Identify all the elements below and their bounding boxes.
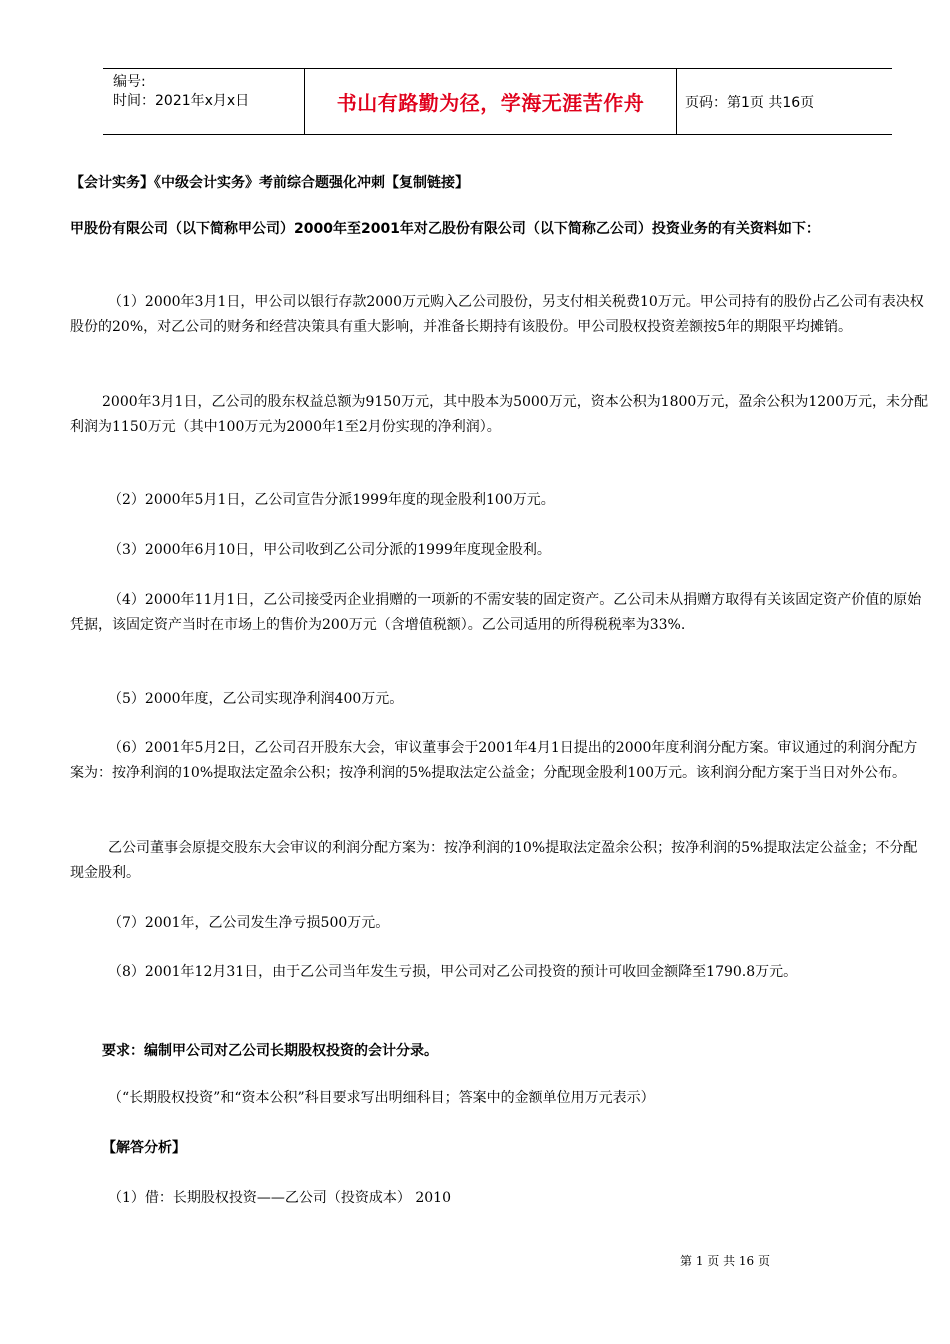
motto-text: 书山有路勤为径，学海无涯苦作舟 bbox=[336, 91, 645, 115]
item-7: （7）2001年，乙公司发生净亏损500万元。 bbox=[108, 915, 390, 931]
item-2: （2）2000年5月1日，乙公司宣告分派1999年度的现金股利100万元。 bbox=[108, 492, 555, 508]
analysis-heading: 【解答分析】 bbox=[102, 1140, 186, 1156]
item-1-note: 2000年3月1日，乙公司的股东权益总额为9150万元，其中股本为5000万元，资本公积为1800万元，盈余公积为1200万元，未分配利润为1150万元（其中100万元为2000年1至2月份实现的净利润）。 bbox=[70, 394, 928, 435]
intro-paragraph: 甲股份有限公司（以下简称甲公司）2000年至2001年对乙股份有限公司（以下简称乙公司）投资业务的有关资料如下： bbox=[70, 221, 820, 237]
item-3: （3）2000年6月10日，甲公司收到乙公司分派的1999年度现金股利。 bbox=[108, 542, 551, 558]
item-8: （8）2001年12月31日，由于乙公司当年发生亏损，甲公司对乙公司投资的预计可收回金额降至1790.8万元。 bbox=[108, 964, 798, 980]
header-page-info bbox=[677, 69, 892, 134]
serial-label: 编号: bbox=[113, 74, 146, 90]
header-motto-cell bbox=[304, 69, 677, 134]
document-title: 【会计实务】《中级会计实务》考前综合题强化冲刺【复制链接】 bbox=[70, 175, 469, 191]
item-1: （1）2000年3月1日，甲公司以银行存款2000万元购入乙公司股份，另支付相关税费10万元。甲公司持有的股份占乙公司有表决权股份的20%，对乙公司的财务和经营决策具有重大影响，并准备长期持有该股份。甲公司股权投资差额按5年的期限平均摊销。 bbox=[70, 294, 924, 335]
header-table bbox=[103, 68, 892, 135]
item-5: （5）2000年度，乙公司实现净利润400万元。 bbox=[108, 691, 404, 707]
page-info-text: 页码：第1页 共16页 bbox=[685, 94, 815, 111]
note-text: （“长期股权投资”和“资本公积”科目要求写出明细科目；答案中的金额单位用万元表示） bbox=[108, 1090, 655, 1106]
requirement-text: 要求：编制甲公司对乙公司长期股权投资的会计分录。 bbox=[102, 1043, 438, 1059]
time-label: 时间：2021年x月x日 bbox=[113, 93, 250, 109]
item-6-note: 乙公司董事会原提交股东大会审议的利润分配方案为：按净利润的10%提取法定盈余公积；按净利润的5%提取法定公益金；不分配现金股利。 bbox=[70, 840, 918, 881]
item-4: （4）2000年11月1日，乙公司接受丙企业捐赠的一项新的不需安装的固定资产。乙公司未从捐赠方取得有关该固定资产价值的原始凭据，该固定资产当时在市场上的售价为200万元（含增值税额）。乙公司适用的所得税税率为33%. bbox=[70, 592, 922, 633]
page-footer: 第 1 页 共 16 页 bbox=[680, 1254, 770, 1268]
header-meta bbox=[103, 69, 304, 134]
answer-line: （1）借：长期股权投资——乙公司（投资成本） 2010 bbox=[108, 1190, 451, 1206]
item-6: （6）2001年5月2日，乙公司召开股东大会，审议董事会于2001年4月1日提出的2000年度利润分配方案。审议通过的利润分配方案为：按净利润的10%提取法定盈余公积；按净利润的5%提取法定公益金；分配现金股利100万元。该利润分配方案于当日对外公布。 bbox=[70, 740, 918, 781]
